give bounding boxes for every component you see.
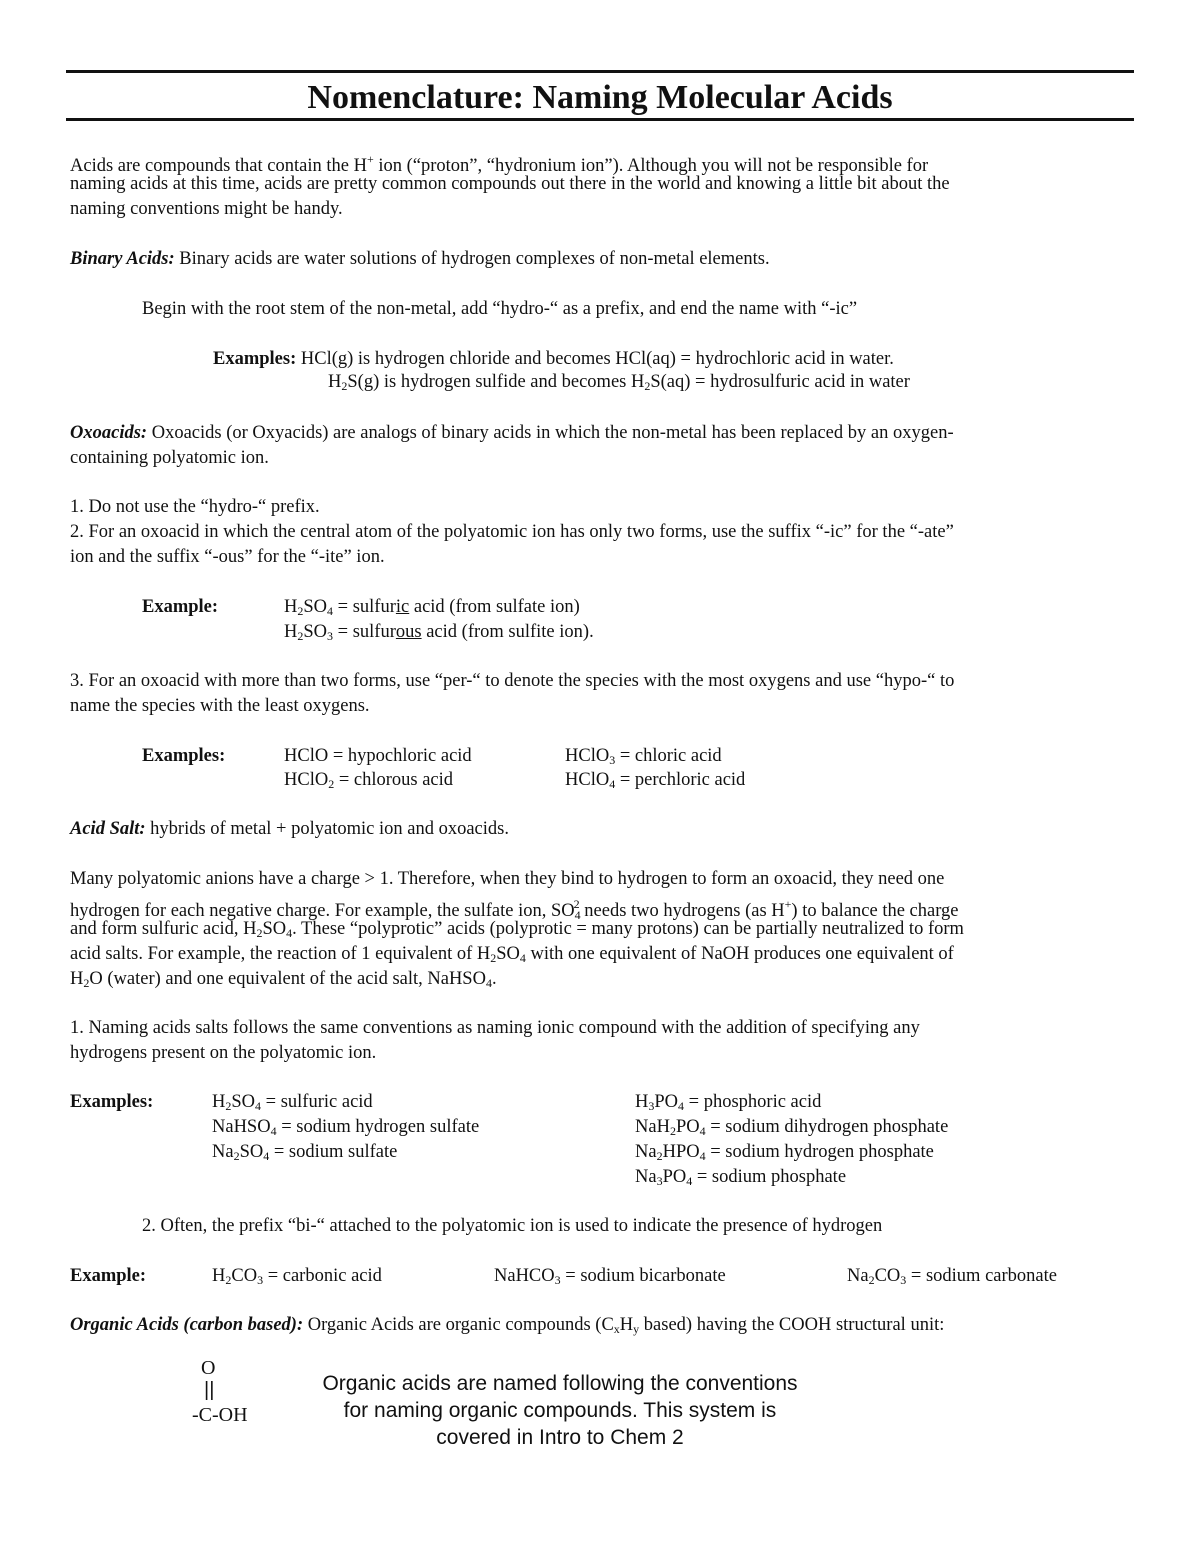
oxo-example-1: $H_2SO_4$ = sulfuric acid (from sulfate ion): [284, 597, 580, 618]
organic-acids-paragraph: Organic Acids (carbon based): Organic Acids are organic compounds ($C_xH_y$ based) having the COOH structural unit:: [70, 1315, 945, 1336]
intro-line-2: naming acids at this time, acids are pretty common compounds out there in the world and knowing a little bit about the: [70, 174, 950, 194]
oxoacids-paragraph-2: containing polyatomic ion.: [70, 448, 269, 468]
salt-left-2: NaHSO$_4$ = sodium hydrogen sulfate: [212, 1117, 480, 1138]
organic-acids-heading: Organic Acids (carbon based):: [70, 1315, 304, 1335]
carbonic-acid-example: $H_2CO_3$ = carbonic acid: [212, 1266, 382, 1287]
acid-salt-heading: Acid Salt:: [70, 819, 146, 839]
acid-salt-paragraph: Acid Salt: hybrids of metal + polyatomic ion and oxoacids.: [70, 819, 509, 839]
oxo-examples-label: Examples:: [142, 746, 226, 766]
binary-example-2: $H_2S(g)$ is hydrogen sulfide and becomes $H_2S(aq)$ = hydrosulfuric acid in water: [328, 372, 910, 393]
oxo-example-label: Example:: [142, 597, 219, 617]
bi-example-label: Example:: [70, 1266, 147, 1286]
oxo-example-2: $H_2SO_3$ = sulfurous acid (from sulfite ion).: [284, 622, 594, 643]
oxo-rule-1: 1. Do not use the “hydro-“ prefix.: [70, 497, 320, 517]
chloric-example: HClO$_3$ = chloric acid: [565, 746, 722, 767]
salt-right-1: $H_3PO_4$ = phosphoric acid: [635, 1092, 822, 1113]
salt-left-1: $H_2SO_4$ = sulfuric acid: [212, 1092, 373, 1113]
organic-note-line-1: Organic acids are named following the conventions: [322, 1372, 798, 1395]
top-rule: [66, 70, 1134, 73]
sodium-bicarbonate-example: NaHCO$_3$ = sodium bicarbonate: [494, 1266, 726, 1287]
binary-acids-heading: Binary Acids:: [70, 249, 175, 269]
cooh-double-bond: ||: [204, 1379, 215, 1401]
salt-para-line-4: acid salts. For example, the reaction of 1 equivalent of $H_2SO_4$ with one equivalent of NaOH produces one equivalent of: [70, 944, 954, 965]
salt-para-line-3: and form sulfuric acid, $H_2SO_4$. These “polyprotic” acids (polyprotic = many protons) can be partially neutralized to form: [70, 919, 964, 940]
salt-rule-1b: hydrogens present on the polyatomic ion.: [70, 1043, 377, 1063]
oxoacids-heading: Oxoacids:: [70, 423, 148, 443]
binary-acids-paragraph: Binary Acids: Binary acids are water solutions of hydrogen complexes of non-metal elements.: [70, 249, 770, 269]
salt-right-3: $Na_2HPO_4$ = sodium hydrogen phosphate: [635, 1142, 934, 1163]
oxo-rule-2b: ion and the suffix “-ous” for the “-ite” ion.: [70, 547, 385, 567]
sodium-carbonate-example: $Na_2CO_3$ = sodium carbonate: [847, 1266, 1057, 1287]
salt-rule-2: 2. Often, the prefix “bi-“ attached to the polyatomic ion is used to indicate the presence of hydrogen: [142, 1216, 883, 1236]
oxo-rule-3a: 3. For an oxoacid with more than two forms, use “per-“ to denote the species with the most oxygens and use “hypo-“ to: [70, 671, 955, 691]
oxoacids-paragraph: Oxoacids: Oxoacids (or Oxyacids) are analogs of binary acids in which the non-metal has been replaced by an oxygen-: [70, 423, 954, 443]
intro-line-1: Acids are compounds that contain the H+ ion (“proton”, “hydronium ion”). Although you will not be responsible for: [70, 152, 929, 176]
salt-para-line-5: $H_2O$ (water) and one equivalent of the acid salt, NaHSO$_4$.: [70, 969, 497, 990]
chlorous-example: HClO$_2$ = chlorous acid: [284, 770, 454, 791]
binary-rule: Begin with the root stem of the non-metal, add “hydro-“ as a prefix, and end the name with “-ic”: [142, 299, 858, 319]
title-rule: [66, 118, 1134, 121]
binary-example-1: Examples: HCl(g) is hydrogen chloride and becomes HCl(aq) = hydrochloric acid in water.: [213, 349, 894, 369]
organic-note-line-2: for naming organic compounds. This system is: [343, 1399, 777, 1422]
page-title: Nomenclature: Naming Molecular Acids: [307, 79, 893, 116]
cooh-structure: -C-OH: [192, 1404, 248, 1426]
salt-right-4: $Na_3PO_4$ = sodium phosphate: [635, 1167, 847, 1188]
oxo-rule-2a: 2. For an oxoacid in which the central atom of the polyatomic ion has only two forms, use the suffix “-ic” for the “-ate”: [70, 522, 954, 542]
cooh-oxygen: O: [201, 1357, 216, 1379]
organic-note: [300, 1370, 820, 1451]
organic-note-line-3: covered in Intro to Chem 2: [436, 1426, 684, 1449]
salt-examples-label: Examples:: [70, 1092, 154, 1112]
salt-para-line-2: hydrogen for each negative charge. For example, the sulfate ion, $SO_4^2$ needs two hydrogens (as H+) to balance the charge: [70, 897, 959, 922]
intro-line-3: naming conventions might be handy.: [70, 199, 343, 219]
oxo-rule-3b: name the species with the least oxygens.: [70, 696, 370, 716]
salt-rule-1a: 1. Naming acids salts follows the same conventions as naming ionic compound with the addition of specifying any: [70, 1018, 920, 1038]
salt-para-line-1: Many polyatomic anions have a charge > 1. Therefore, when they bind to hydrogen to form an oxoacid, they need one: [70, 869, 945, 889]
hypochloric-example: HClO = hypochloric acid: [284, 746, 472, 766]
perchloric-example: HClO$_4$ = perchloric acid: [565, 770, 746, 791]
salt-right-2: $NaH_2PO_4$ = sodium dihydrogen phosphate: [635, 1117, 949, 1138]
salt-left-3: $Na_2SO_4$ = sodium sulfate: [212, 1142, 398, 1163]
